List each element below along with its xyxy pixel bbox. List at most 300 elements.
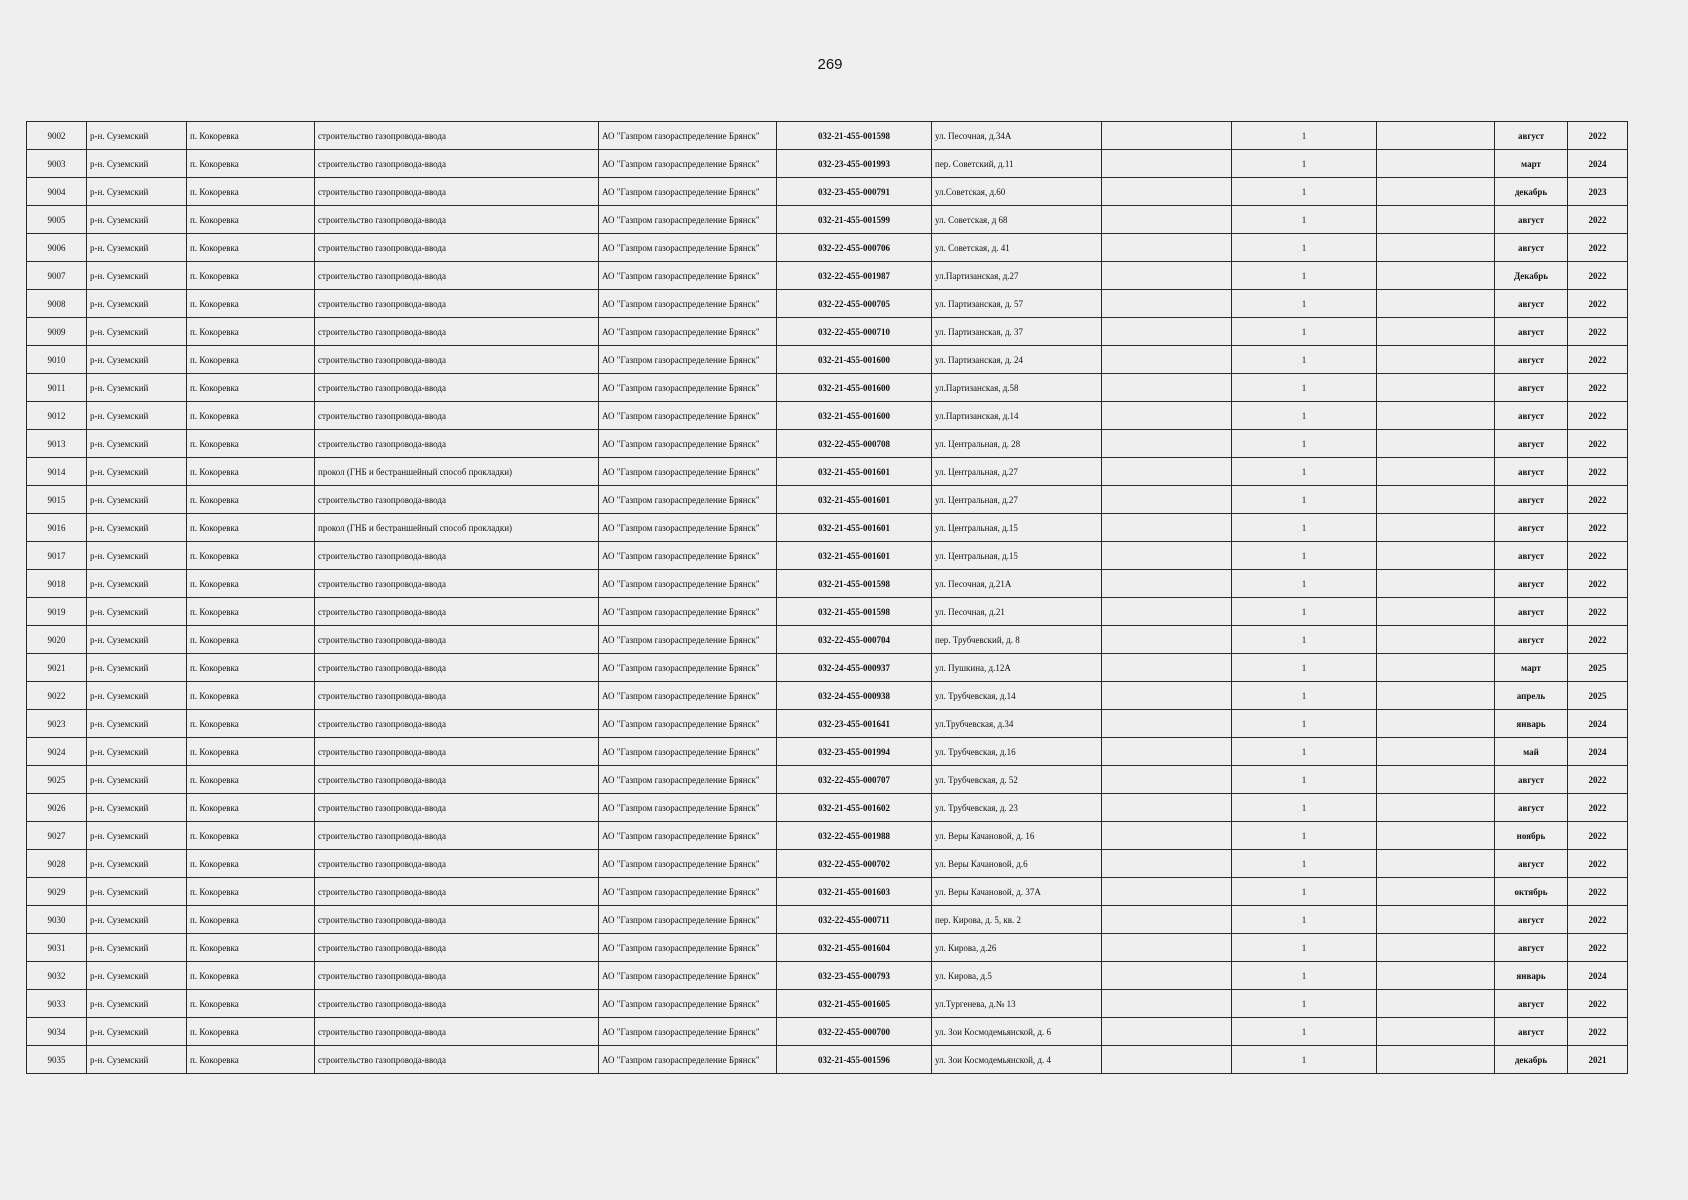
row-number: 9015	[27, 486, 87, 514]
year: 2022	[1568, 430, 1628, 458]
address: ул. Центральная, д.27	[932, 458, 1102, 486]
settlement: п. Кокоревка	[187, 290, 315, 318]
year: 2025	[1568, 654, 1628, 682]
row-number: 9027	[27, 822, 87, 850]
district: р-н. Суземский	[87, 934, 187, 962]
object-code: 032-22-455-000702	[777, 850, 932, 878]
quantity: 1	[1232, 514, 1377, 542]
quantity: 1	[1232, 290, 1377, 318]
district: р-н. Суземский	[87, 262, 187, 290]
empty-cell	[1377, 262, 1495, 290]
row-number: 9028	[27, 850, 87, 878]
organization: АО "Газпром газораспределение Брянск"	[599, 962, 777, 990]
quantity: 1	[1232, 598, 1377, 626]
empty-cell	[1377, 794, 1495, 822]
row-number: 9013	[27, 430, 87, 458]
object-code: 032-23-455-000791	[777, 178, 932, 206]
quantity: 1	[1232, 794, 1377, 822]
row-number: 9008	[27, 290, 87, 318]
district: р-н. Суземский	[87, 682, 187, 710]
organization: АО "Газпром газораспределение Брянск"	[599, 514, 777, 542]
object-code: 032-22-455-000706	[777, 234, 932, 262]
work-type: строительство газопровода-ввода	[315, 962, 599, 990]
work-type: строительство газопровода-ввода	[315, 794, 599, 822]
month: август	[1495, 570, 1568, 598]
month: август	[1495, 542, 1568, 570]
settlement: п. Кокоревка	[187, 486, 315, 514]
quantity: 1	[1232, 486, 1377, 514]
district: р-н. Суземский	[87, 318, 187, 346]
month: август	[1495, 206, 1568, 234]
row-number: 9003	[27, 150, 87, 178]
organization: АО "Газпром газораспределение Брянск"	[599, 346, 777, 374]
organization: АО "Газпром газораспределение Брянск"	[599, 738, 777, 766]
organization: АО "Газпром газораспределение Брянск"	[599, 430, 777, 458]
table-row	[27, 654, 1628, 682]
empty-cell	[1377, 626, 1495, 654]
table-row	[27, 458, 1628, 486]
row-number: 9025	[27, 766, 87, 794]
empty-cell	[1377, 486, 1495, 514]
district: р-н. Суземский	[87, 514, 187, 542]
organization: АО "Газпром газораспределение Брянск"	[599, 178, 777, 206]
month: август	[1495, 1018, 1568, 1046]
object-code: 032-21-455-001601	[777, 486, 932, 514]
table-row	[27, 598, 1628, 626]
table-row	[27, 290, 1628, 318]
object-code: 032-22-455-000708	[777, 430, 932, 458]
settlement: п. Кокоревка	[187, 1046, 315, 1074]
empty-cell	[1377, 934, 1495, 962]
row-number: 9023	[27, 710, 87, 738]
object-code: 032-22-455-001987	[777, 262, 932, 290]
table-row	[27, 962, 1628, 990]
district: р-н. Суземский	[87, 486, 187, 514]
district: р-н. Суземский	[87, 374, 187, 402]
table-row	[27, 906, 1628, 934]
work-type: строительство газопровода-ввода	[315, 486, 599, 514]
month: август	[1495, 990, 1568, 1018]
month: август	[1495, 402, 1568, 430]
table-row	[27, 346, 1628, 374]
district: р-н. Суземский	[87, 402, 187, 430]
organization: АО "Газпром газораспределение Брянск"	[599, 682, 777, 710]
work-type: строительство газопровода-ввода	[315, 122, 599, 150]
organization: АО "Газпром газораспределение Брянск"	[599, 206, 777, 234]
address: ул. Советская, д. 41	[932, 234, 1102, 262]
empty-cell	[1102, 542, 1232, 570]
settlement: п. Кокоревка	[187, 934, 315, 962]
year: 2022	[1568, 1018, 1628, 1046]
settlement: п. Кокоревка	[187, 346, 315, 374]
empty-cell	[1102, 906, 1232, 934]
empty-cell	[1102, 178, 1232, 206]
district: р-н. Суземский	[87, 766, 187, 794]
address: ул. Центральная, д.27	[932, 486, 1102, 514]
district: р-н. Суземский	[87, 1046, 187, 1074]
month: август	[1495, 290, 1568, 318]
work-type: строительство газопровода-ввода	[315, 150, 599, 178]
empty-cell	[1377, 430, 1495, 458]
year: 2022	[1568, 766, 1628, 794]
work-type: строительство газопровода-ввода	[315, 766, 599, 794]
year: 2022	[1568, 346, 1628, 374]
empty-cell	[1102, 598, 1232, 626]
month: август	[1495, 318, 1568, 346]
object-code: 032-21-455-001601	[777, 514, 932, 542]
empty-cell	[1377, 374, 1495, 402]
year: 2022	[1568, 514, 1628, 542]
address: ул. Веры Качановой, д. 16	[932, 822, 1102, 850]
address: ул. Советская, д 68	[932, 206, 1102, 234]
settlement: п. Кокоревка	[187, 1018, 315, 1046]
year: 2022	[1568, 234, 1628, 262]
quantity: 1	[1232, 234, 1377, 262]
month: август	[1495, 906, 1568, 934]
organization: АО "Газпром газораспределение Брянск"	[599, 626, 777, 654]
work-type: строительство газопровода-ввода	[315, 822, 599, 850]
work-type: прокол (ГНБ и бестраншейный способ прокладки)	[315, 514, 599, 542]
object-code: 032-22-455-000707	[777, 766, 932, 794]
quantity: 1	[1232, 150, 1377, 178]
object-code: 032-21-455-001599	[777, 206, 932, 234]
empty-cell	[1102, 458, 1232, 486]
organization: АО "Газпром газораспределение Брянск"	[599, 822, 777, 850]
district: р-н. Суземский	[87, 122, 187, 150]
district: р-н. Суземский	[87, 654, 187, 682]
month: январь	[1495, 710, 1568, 738]
empty-cell	[1377, 402, 1495, 430]
work-type: строительство газопровода-ввода	[315, 598, 599, 626]
empty-cell	[1377, 822, 1495, 850]
address: ул. Песочная, д.21А	[932, 570, 1102, 598]
settlement: п. Кокоревка	[187, 598, 315, 626]
district: р-н. Суземский	[87, 794, 187, 822]
empty-cell	[1102, 878, 1232, 906]
empty-cell	[1102, 150, 1232, 178]
month: август	[1495, 934, 1568, 962]
work-type: строительство газопровода-ввода	[315, 374, 599, 402]
quantity: 1	[1232, 402, 1377, 430]
object-code: 032-21-455-001605	[777, 990, 932, 1018]
quantity: 1	[1232, 1046, 1377, 1074]
object-code: 032-21-455-001598	[777, 570, 932, 598]
address: ул. Трубчевская, д.16	[932, 738, 1102, 766]
empty-cell	[1102, 430, 1232, 458]
empty-cell	[1102, 1018, 1232, 1046]
month: март	[1495, 654, 1568, 682]
year: 2022	[1568, 626, 1628, 654]
quantity: 1	[1232, 850, 1377, 878]
empty-cell	[1102, 766, 1232, 794]
address: ул. Веры Качановой, д. 37А	[932, 878, 1102, 906]
row-number: 9018	[27, 570, 87, 598]
work-type: строительство газопровода-ввода	[315, 710, 599, 738]
table-row	[27, 150, 1628, 178]
district: р-н. Суземский	[87, 710, 187, 738]
row-number: 9011	[27, 374, 87, 402]
settlement: п. Кокоревка	[187, 122, 315, 150]
settlement: п. Кокоревка	[187, 850, 315, 878]
organization: АО "Газпром газораспределение Брянск"	[599, 318, 777, 346]
work-type: строительство газопровода-ввода	[315, 318, 599, 346]
organization: АО "Газпром газораспределение Брянск"	[599, 906, 777, 934]
settlement: п. Кокоревка	[187, 178, 315, 206]
month: август	[1495, 122, 1568, 150]
settlement: п. Кокоревка	[187, 878, 315, 906]
organization: АО "Газпром газораспределение Брянск"	[599, 458, 777, 486]
year: 2022	[1568, 850, 1628, 878]
year: 2024	[1568, 710, 1628, 738]
empty-cell	[1377, 878, 1495, 906]
work-type: строительство газопровода-ввода	[315, 1046, 599, 1074]
quantity: 1	[1232, 206, 1377, 234]
empty-cell	[1377, 206, 1495, 234]
settlement: п. Кокоревка	[187, 710, 315, 738]
quantity: 1	[1232, 738, 1377, 766]
quantity: 1	[1232, 122, 1377, 150]
row-number: 9002	[27, 122, 87, 150]
month: август	[1495, 234, 1568, 262]
address: ул.Трубчевская, д.34	[932, 710, 1102, 738]
empty-cell	[1102, 318, 1232, 346]
row-number: 9014	[27, 458, 87, 486]
empty-cell	[1102, 1046, 1232, 1074]
empty-cell	[1377, 150, 1495, 178]
district: р-н. Суземский	[87, 1018, 187, 1046]
work-type: строительство газопровода-ввода	[315, 346, 599, 374]
table-row	[27, 486, 1628, 514]
address: ул.Партизанская, д.58	[932, 374, 1102, 402]
table-row	[27, 1046, 1628, 1074]
address: пер. Советский, д.11	[932, 150, 1102, 178]
organization: АО "Газпром газораспределение Брянск"	[599, 542, 777, 570]
organization: АО "Газпром газораспределение Брянск"	[599, 766, 777, 794]
organization: АО "Газпром газораспределение Брянск"	[599, 1018, 777, 1046]
table-row	[27, 934, 1628, 962]
settlement: п. Кокоревка	[187, 542, 315, 570]
table-row	[27, 430, 1628, 458]
organization: АО "Газпром газораспределение Брянск"	[599, 234, 777, 262]
settlement: п. Кокоревка	[187, 234, 315, 262]
district: р-н. Суземский	[87, 234, 187, 262]
year: 2024	[1568, 962, 1628, 990]
year: 2022	[1568, 402, 1628, 430]
table-row	[27, 990, 1628, 1018]
row-number: 9030	[27, 906, 87, 934]
work-type: строительство газопровода-ввода	[315, 934, 599, 962]
quantity: 1	[1232, 822, 1377, 850]
empty-cell	[1102, 514, 1232, 542]
year: 2022	[1568, 262, 1628, 290]
work-type: строительство газопровода-ввода	[315, 430, 599, 458]
month: октябрь	[1495, 878, 1568, 906]
work-type: строительство газопровода-ввода	[315, 654, 599, 682]
organization: АО "Газпром газораспределение Брянск"	[599, 710, 777, 738]
year: 2025	[1568, 682, 1628, 710]
work-type: строительство газопровода-ввода	[315, 262, 599, 290]
month: август	[1495, 430, 1568, 458]
object-code: 032-21-455-001602	[777, 794, 932, 822]
quantity: 1	[1232, 430, 1377, 458]
work-type: строительство газопровода-ввода	[315, 850, 599, 878]
empty-cell	[1377, 178, 1495, 206]
table-row	[27, 542, 1628, 570]
year: 2022	[1568, 934, 1628, 962]
work-type: строительство газопровода-ввода	[315, 990, 599, 1018]
district: р-н. Суземский	[87, 178, 187, 206]
settlement: п. Кокоревка	[187, 990, 315, 1018]
empty-cell	[1377, 990, 1495, 1018]
object-code: 032-21-455-001601	[777, 458, 932, 486]
table-row	[27, 402, 1628, 430]
year: 2022	[1568, 878, 1628, 906]
empty-cell	[1377, 234, 1495, 262]
empty-cell	[1102, 262, 1232, 290]
empty-cell	[1377, 346, 1495, 374]
month: август	[1495, 514, 1568, 542]
empty-cell	[1377, 738, 1495, 766]
work-type: строительство газопровода-ввода	[315, 542, 599, 570]
work-type: прокол (ГНБ и бестраншейный способ прокладки)	[315, 458, 599, 486]
empty-cell	[1102, 570, 1232, 598]
settlement: п. Кокоревка	[187, 570, 315, 598]
address: ул. Зои Космодемьянской, д. 6	[932, 1018, 1102, 1046]
empty-cell	[1377, 122, 1495, 150]
empty-cell	[1102, 822, 1232, 850]
table-row	[27, 738, 1628, 766]
year: 2022	[1568, 290, 1628, 318]
object-code: 032-21-455-001603	[777, 878, 932, 906]
district: р-н. Суземский	[87, 458, 187, 486]
organization: АО "Газпром газораспределение Брянск"	[599, 934, 777, 962]
organization: АО "Газпром газораспределение Брянск"	[599, 374, 777, 402]
table-row	[27, 206, 1628, 234]
settlement: п. Кокоревка	[187, 766, 315, 794]
quantity: 1	[1232, 178, 1377, 206]
table-row	[27, 178, 1628, 206]
row-number: 9007	[27, 262, 87, 290]
organization: АО "Газпром газораспределение Брянск"	[599, 150, 777, 178]
organization: АО "Газпром газораспределение Брянск"	[599, 598, 777, 626]
settlement: п. Кокоревка	[187, 654, 315, 682]
empty-cell	[1102, 206, 1232, 234]
quantity: 1	[1232, 682, 1377, 710]
empty-cell	[1102, 234, 1232, 262]
quantity: 1	[1232, 962, 1377, 990]
organization: АО "Газпром газораспределение Брянск"	[599, 402, 777, 430]
district: р-н. Суземский	[87, 878, 187, 906]
empty-cell	[1377, 1046, 1495, 1074]
empty-cell	[1377, 542, 1495, 570]
month: август	[1495, 486, 1568, 514]
row-number: 9019	[27, 598, 87, 626]
empty-cell	[1102, 738, 1232, 766]
row-number: 9016	[27, 514, 87, 542]
month: январь	[1495, 962, 1568, 990]
object-code: 032-21-455-001600	[777, 374, 932, 402]
address: ул. Песочная, д.34А	[932, 122, 1102, 150]
quantity: 1	[1232, 458, 1377, 486]
address: ул.Партизанская, д.27	[932, 262, 1102, 290]
organization: АО "Газпром газораспределение Брянск"	[599, 486, 777, 514]
month: ноябрь	[1495, 822, 1568, 850]
work-type: строительство газопровода-ввода	[315, 626, 599, 654]
quantity: 1	[1232, 262, 1377, 290]
district: р-н. Суземский	[87, 430, 187, 458]
table-row	[27, 682, 1628, 710]
year: 2022	[1568, 570, 1628, 598]
table-row	[27, 878, 1628, 906]
quantity: 1	[1232, 906, 1377, 934]
object-code: 032-22-455-000710	[777, 318, 932, 346]
settlement: п. Кокоревка	[187, 822, 315, 850]
empty-cell	[1102, 990, 1232, 1018]
object-code: 032-24-455-000938	[777, 682, 932, 710]
district: р-н. Суземский	[87, 570, 187, 598]
empty-cell	[1377, 766, 1495, 794]
year: 2022	[1568, 906, 1628, 934]
empty-cell	[1377, 962, 1495, 990]
address: ул. Центральная, д.15	[932, 542, 1102, 570]
empty-cell	[1102, 374, 1232, 402]
object-code: 032-21-455-001601	[777, 542, 932, 570]
row-number: 9035	[27, 1046, 87, 1074]
table-row	[27, 570, 1628, 598]
district: р-н. Суземский	[87, 150, 187, 178]
month: август	[1495, 598, 1568, 626]
settlement: п. Кокоревка	[187, 906, 315, 934]
empty-cell	[1377, 850, 1495, 878]
year: 2022	[1568, 486, 1628, 514]
table-row	[27, 822, 1628, 850]
year: 2022	[1568, 822, 1628, 850]
empty-cell	[1102, 486, 1232, 514]
empty-cell	[1377, 290, 1495, 318]
empty-cell	[1377, 906, 1495, 934]
empty-cell	[1102, 122, 1232, 150]
row-number: 9020	[27, 626, 87, 654]
settlement: п. Кокоревка	[187, 682, 315, 710]
quantity: 1	[1232, 570, 1377, 598]
table-row	[27, 794, 1628, 822]
object-code: 032-21-455-001598	[777, 122, 932, 150]
month: март	[1495, 150, 1568, 178]
empty-cell	[1102, 290, 1232, 318]
work-type: строительство газопровода-ввода	[315, 402, 599, 430]
row-number: 9010	[27, 346, 87, 374]
year: 2022	[1568, 458, 1628, 486]
register-table	[26, 121, 1628, 1074]
table-row	[27, 1018, 1628, 1046]
table-row	[27, 514, 1628, 542]
year: 2022	[1568, 318, 1628, 346]
table-row	[27, 766, 1628, 794]
address: ул. Партизанская, д. 57	[932, 290, 1102, 318]
year: 2022	[1568, 206, 1628, 234]
quantity: 1	[1232, 990, 1377, 1018]
address: ул. Центральная, д.15	[932, 514, 1102, 542]
settlement: п. Кокоревка	[187, 318, 315, 346]
work-type: строительство газопровода-ввода	[315, 878, 599, 906]
settlement: п. Кокоревка	[187, 962, 315, 990]
work-type: строительство газопровода-ввода	[315, 1018, 599, 1046]
year: 2022	[1568, 542, 1628, 570]
organization: АО "Газпром газораспределение Брянск"	[599, 878, 777, 906]
month: май	[1495, 738, 1568, 766]
empty-cell	[1377, 598, 1495, 626]
row-number: 9009	[27, 318, 87, 346]
